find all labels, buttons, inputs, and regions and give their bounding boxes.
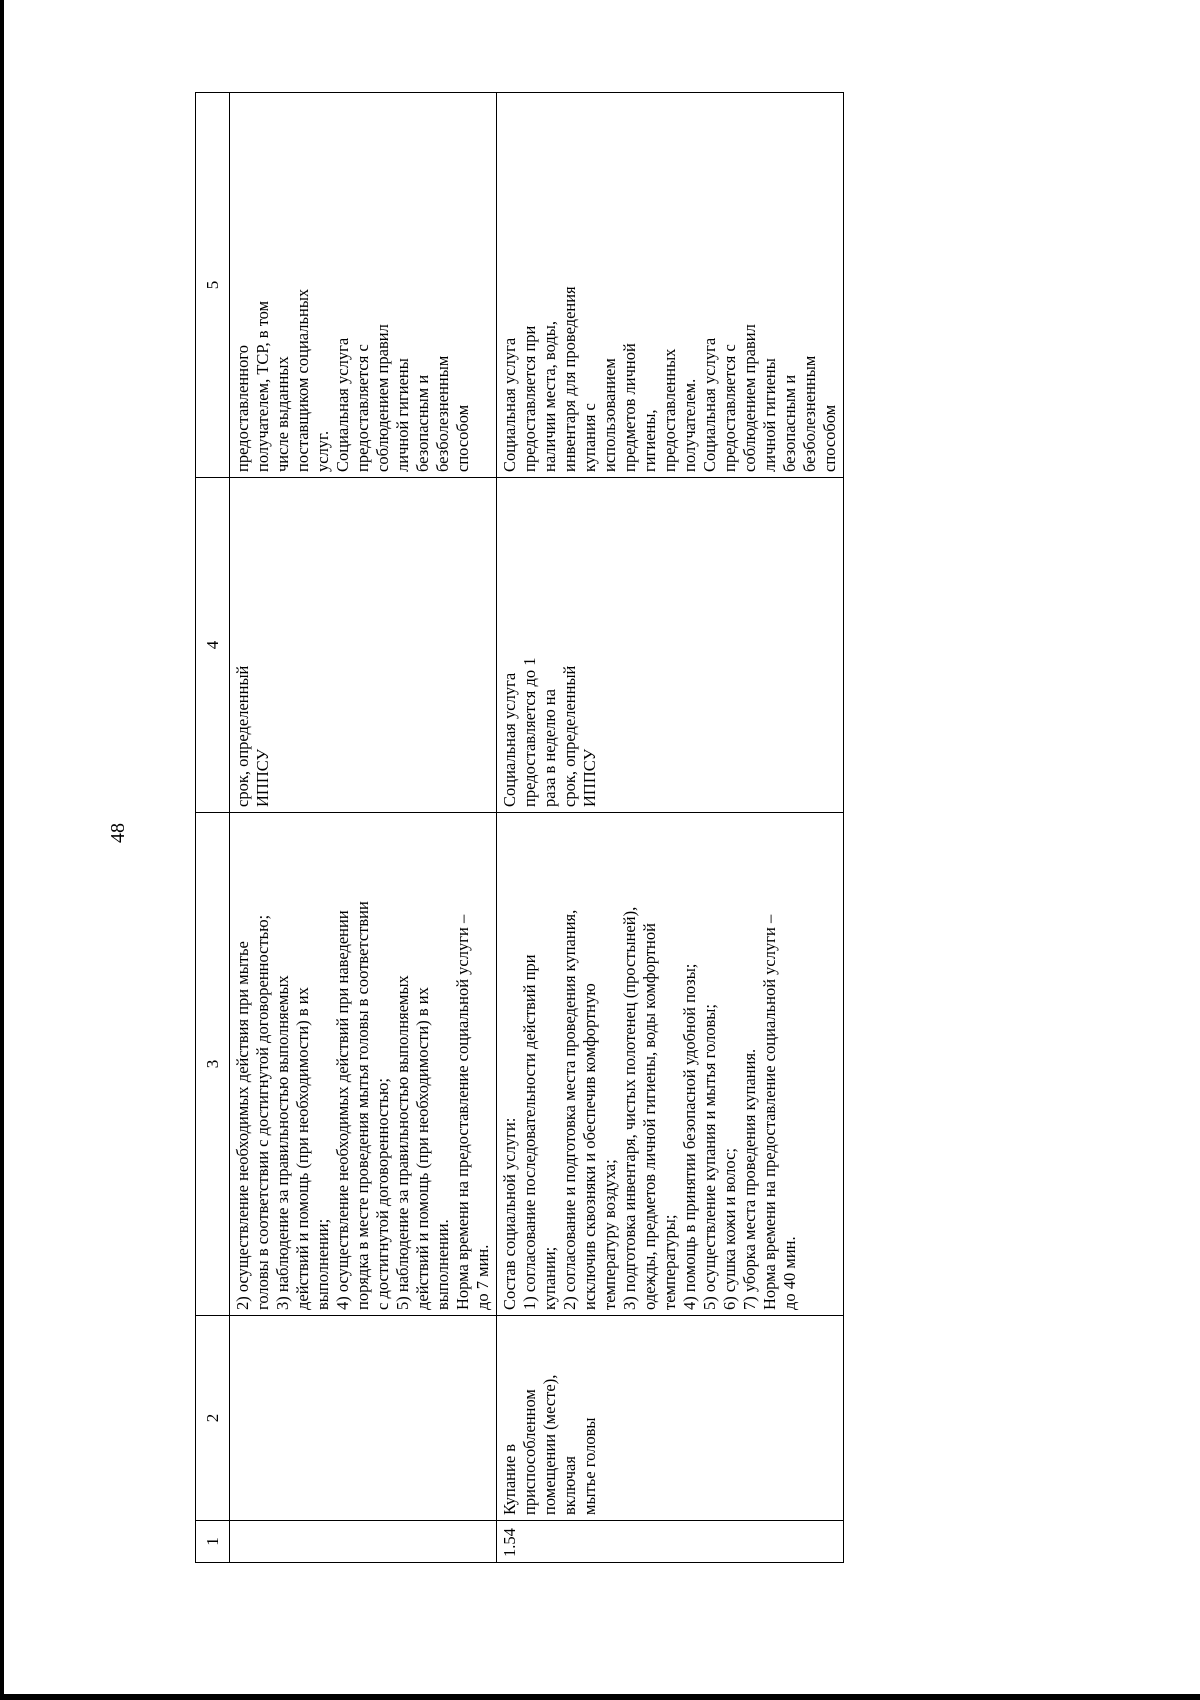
page-number: 48: [107, 823, 129, 843]
row-number: [230, 1521, 497, 1563]
header-col-4: 4: [196, 478, 230, 813]
header-row: [196, 93, 230, 1563]
services-table: [195, 92, 844, 1563]
service-composition: Состав социальной услуги: 1) согласование последовательности действий при купании; 2) согласование и подготовка места проведения купания, исключив сквозняки и обеспечив комфортную температуру воздуха; 3) подготовка инвентаря, чистых полотенец (простыней), одежды, предметов личной гигиены, воды комфортной температуры; 4) помощь в принятии безопасной удобной позы; 5) осуществление купания и мытья головы; 6) сушка кожи и волос; 7) уборка места проведения купания. Норма времени на предоставление социальной услуги – до 40 мин.: [497, 813, 844, 1316]
service-composition: 2) осуществление необходимых действия при мытье головы в соответствии с достигнутой договоренностью; 3) наблюдение за правильностью выполняемых действий и помощь (при необходимости) в их выполнении; 4) осуществление необходимых действий при наведении порядка в месте проведения мытья головы в соответствии с достигнутой договоренностью; 5) наблюдение за правильностью выполняемых действий и помощь (при необходимости) в их выполнении. Норма времени на предоставление социальной услуги – до 7 мин.: [230, 813, 497, 1316]
header-col-1: 1: [196, 1521, 230, 1563]
table-row: [497, 93, 844, 1563]
service-conditions: предоставленного получателем, ТСР, в том числе выданных поставщиком социальных услуг. Социальная услуга предоставляется с соблюдением правил личной гигиены безопасным и безболезненным способом: [230, 93, 497, 478]
header-col-2: 2: [196, 1316, 230, 1521]
service-name: Купание в приспособленном помещении (месте), включая мытье головы: [497, 1316, 844, 1521]
rotated-table-container: [195, 93, 839, 1563]
service-conditions: Социальная услуга предоставляется при наличии места, воды, инвентаря для проведения купания с использованием предметов личной гигиены, предоставленных получателем. Социальная услуга предоставляется с соблюдением правил личной гигиены безопасным и безболезненным способом: [497, 93, 844, 478]
header-col-5: 5: [196, 93, 230, 478]
scan-edge-bottom: [0, 1694, 1200, 1700]
service-name: [230, 1316, 497, 1521]
table-row: [230, 93, 497, 1563]
row-number: 1.54: [497, 1521, 844, 1563]
header-col-3: 3: [196, 813, 230, 1316]
scan-edge-left: [0, 0, 4, 1700]
service-frequency: Социальная услуга предоставляется до 1 раза в неделю на срок, определенный ИППСУ: [497, 478, 844, 813]
service-frequency: срок, определенный ИППСУ: [230, 478, 497, 813]
